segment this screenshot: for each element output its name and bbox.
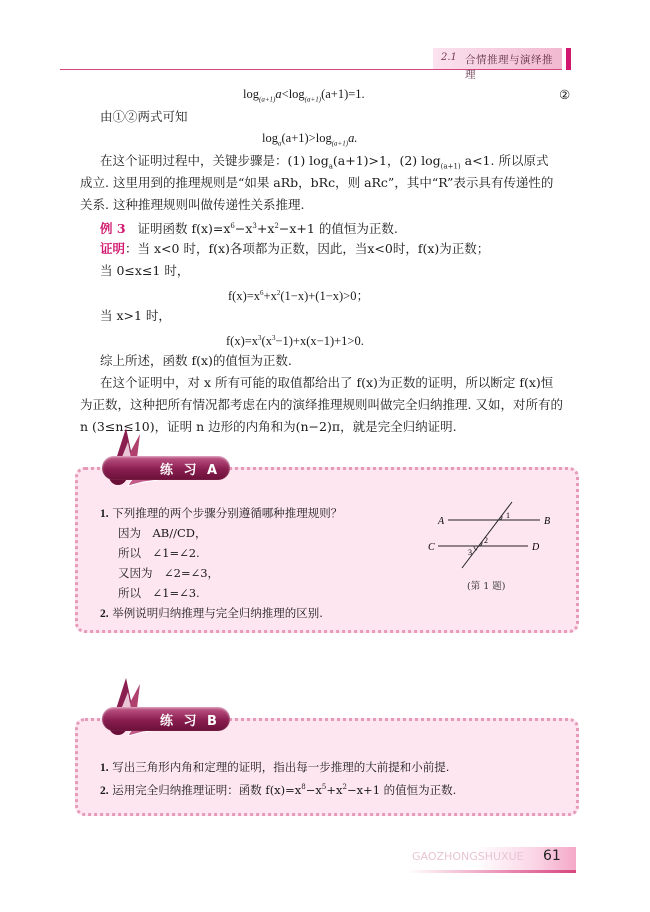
paragraph-2-line-3: n (3≤n≤10)，证明 n 边形的内角和为(n−2)π，就是完全归纳证明.: [80, 419, 457, 434]
equation-2: $\log_{(a+1)}a<\log_{(a+1)}(a+1)=1$.: [243, 87, 365, 104]
practice-a-badge: [102, 456, 230, 480]
svg-text:1: 1: [506, 511, 510, 520]
practice-b-item-2: 2. 运用完全归纳推理证明：函数 $f(x)=x^8-x^5+x^2-x+1$ 的值恒为正数.: [100, 782, 457, 797]
footer-rule: [408, 870, 576, 873]
example-3: 例 3 证明函数 $f(x)=x^6-x^3+x^2-x+1$ 的值恒为正数.: [100, 221, 398, 237]
equation-tag-2: ②: [559, 87, 571, 102]
practice-a-item-1-step-3: 又因为 ∠2=∠3，: [118, 566, 220, 580]
practice-b-item-1: 1. 写出三角形内角和定理的证明，指出每一步推理的大前提和小前提.: [100, 760, 450, 774]
proof-equation-b: $f(x)=x^3(x^3-1)+x(x-1)+1>0$.: [226, 334, 364, 349]
header-rule: [60, 69, 462, 70]
proof-line-3: 当 x>1 时，: [100, 308, 171, 323]
proof-line-2: 当 0≤x≤1 时，: [100, 263, 190, 278]
svg-text:B: B: [544, 516, 551, 527]
proof-label: 证明: [100, 241, 126, 256]
section-number: 2.1: [441, 52, 457, 63]
svg-text:C: C: [428, 542, 435, 553]
svg-text:2: 2: [484, 536, 488, 545]
practice-b-badge: [102, 707, 230, 731]
proof-equation-a: $f(x)=x^6+x^2(1-x)+(1-x)>0$；: [228, 289, 369, 304]
header-accent-bar: [566, 48, 571, 70]
practice-a-item-1-step-4: 所以 ∠1=∠3.: [118, 586, 200, 600]
practice-a-item-1: 1. 下列推理的两个步骤分别遵循哪种推理规则？: [100, 506, 343, 520]
practice-a-item-1-step-2: 所以 ∠1=∠2.: [118, 546, 200, 560]
svg-text:A: A: [438, 516, 445, 527]
footer-series-word: GAOZHONGSHUXUE: [412, 850, 524, 863]
paragraph-2-line-1: 在这个证明中，对 x 所有可能的取值都给出了 f(x)为正数的证明，所以断定 f(x)恒: [100, 375, 554, 390]
paragraph-2-line-2: 为正数，这种把所有情况都考虑在内的演绎推理规则叫做完全归纳推理. 又如，对所有的: [80, 397, 563, 412]
equation-3: $\log_a(a+1)>\log_{(a+1)}a$.: [262, 131, 358, 148]
section-title: 合情推理与演绎推理: [465, 54, 553, 81]
example-label: 例 3: [100, 221, 126, 237]
practice-a-label: 练 习 A: [160, 463, 221, 478]
paragraph-1-line-2: 成立. 这里用到的推理规则是“如果 aRb，bRc，则 aRc”，其中“R”表示具有传递性的: [80, 175, 554, 190]
page-number: 61: [543, 848, 561, 864]
section-header-tab: [433, 48, 562, 81]
practice-a-item-2: 2. 举例说明归纳推理与完全归纳推理的区别.: [100, 606, 323, 620]
proof-line-1: 证明：当 x<0 时，f(x)各项都为正数，因此，当x<0时，f(x)为正数；: [100, 241, 490, 256]
svg-text:3: 3: [468, 548, 472, 557]
practice-b-label: 练 习 B: [160, 714, 220, 729]
figure-caption: (第 1 题): [467, 581, 506, 592]
paragraph-1-line-3: 关系. 这种推理规则叫做传递性关系推理.: [80, 197, 305, 212]
paragraph-1-line-1: 在这个证明过程中，关键步骤是：(1) $\log_a(a+1)>1$，(2) $\log_{(a+1)} a<1$. 所以原式: [100, 153, 549, 171]
proof-conclusion: 综上所述，函数 f(x)的值恒为正数.: [100, 353, 292, 368]
practice-a-item-1-step-1: 因为 AB//CD，: [118, 526, 207, 540]
svg-text:D: D: [532, 542, 540, 553]
from-both-text: 由①②两式可知: [100, 109, 188, 124]
